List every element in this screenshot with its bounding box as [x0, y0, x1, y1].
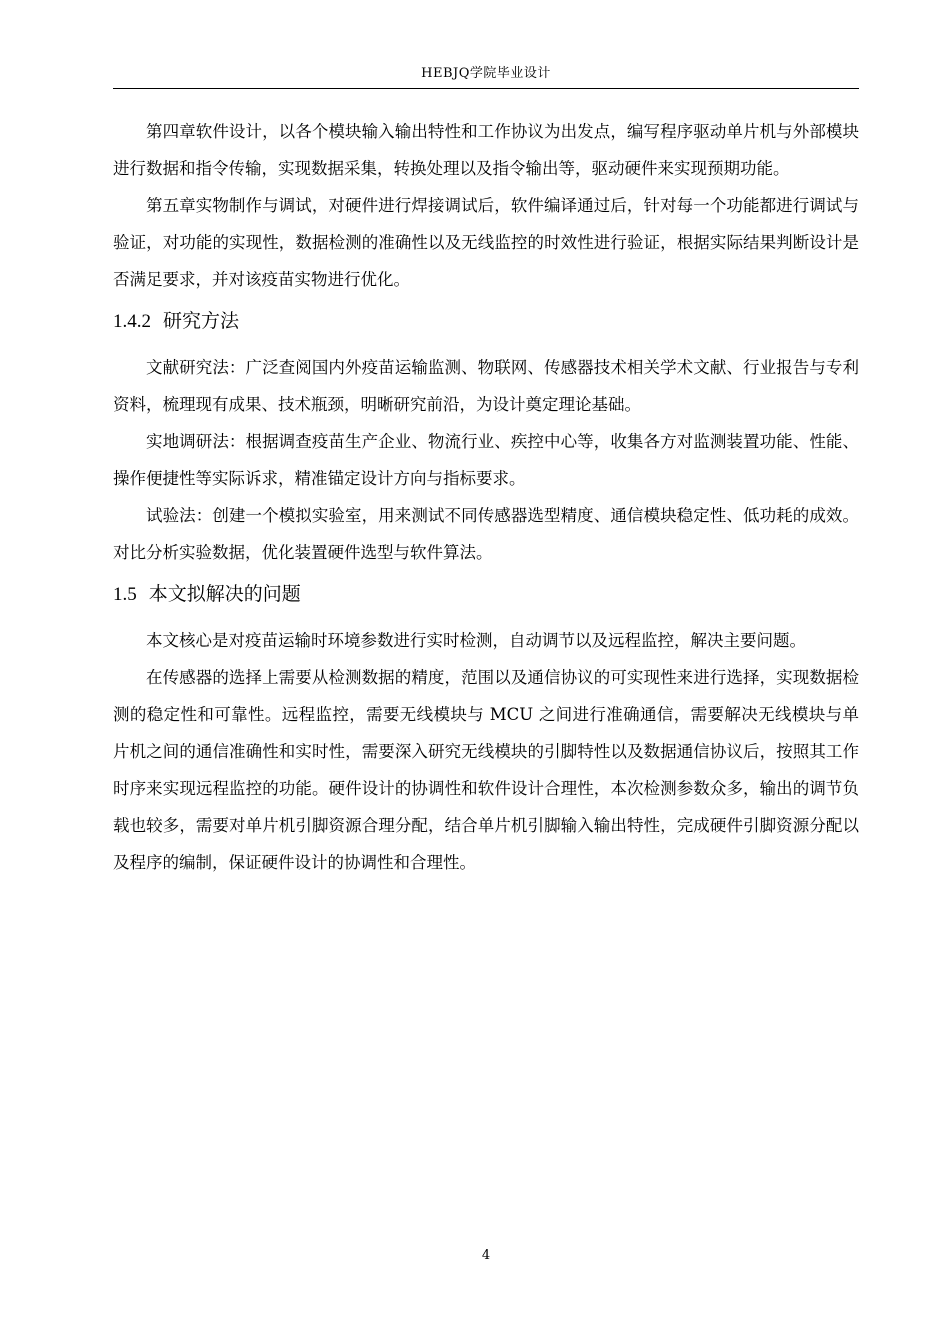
- paragraph-sensor-selection: 在传感器的选择上需要从检测数据的精度，范围以及通信协议的可实现性来进行选择，实现数据检测的稳定性和可靠性。远程监控，需要无线模块与 MCU 之间进行准确通信，需要解决无线模块与单片机之间的通信准确性和实时性，需要深入研究无线模块的引脚特性以及数据通信协议后，按照其工作时序来实现远程监控的功能。硬件设计的协调性和软件设计合理性，本次检测参数众多，输出的调节负载也较多，需要对单片机引脚资源合理分配，结合单片机引脚输入输出特性，完成硬件引脚资源分配以及程序的编制，保证硬件设计的协调性和合理性。: [113, 668, 859, 872]
- heading-1-5: [113, 583, 859, 606]
- heading-1-4-2: [113, 310, 859, 333]
- page-header: HEBJQ学院毕业设计: [421, 66, 551, 81]
- document-body: [113, 113, 859, 881]
- heading-number: 1.4.2: [113, 311, 151, 332]
- paragraph-chapter5: 第五章实物制作与调试，对硬件进行焊接调试后，软件编译通过后，针对每一个功能都进行调试与验证，对功能的实现性，数据检测的准确性以及无线监控的时效性进行验证，根据实际结果判断设计是否满足要求，并对该疫苗实物进行优化。: [113, 196, 859, 289]
- paragraph-literature-method: 文献研究法：广泛查阅国内外疫苗运输监测、物联网、传感器技术相关学术文献、行业报告与专利资料，梳理现有成果、技术瓶颈，明晰研究前沿，为设计奠定理论基础。: [113, 358, 859, 414]
- heading-title: 研究方法: [163, 310, 240, 332]
- header-rule: [113, 88, 859, 89]
- paragraph-field-method: 实地调研法：根据调查疫苗生产企业、物流行业、疾控中心等，收集各方对监测装置功能、性能、操作便捷性等实际诉求，精准锚定设计方向与指标要求。: [113, 432, 859, 488]
- heading-number: 1.5: [113, 584, 137, 605]
- paragraph-core-problem: 本文核心是对疫苗运输时环境参数进行实时检测，自动调节以及远程监控，解决主要问题。: [146, 631, 806, 650]
- paragraph-experiment-method: 试验法：创建一个模拟实验室，用来测试不同传感器选型精度、通信模块稳定性、低功耗的成效。对比分析实验数据，优化装置硬件选型与软件算法。: [113, 506, 859, 562]
- paragraph-chapter4: 第四章软件设计，以各个模块输入输出特性和工作协议为出发点，编写程序驱动单片机与外部模块进行数据和指令传输，实现数据采集，转换处理以及指令输出等，驱动硬件来实现预期功能。: [113, 122, 859, 178]
- heading-title: 本文拟解决的问题: [148, 583, 301, 605]
- page-number: 4: [481, 1248, 491, 1263]
